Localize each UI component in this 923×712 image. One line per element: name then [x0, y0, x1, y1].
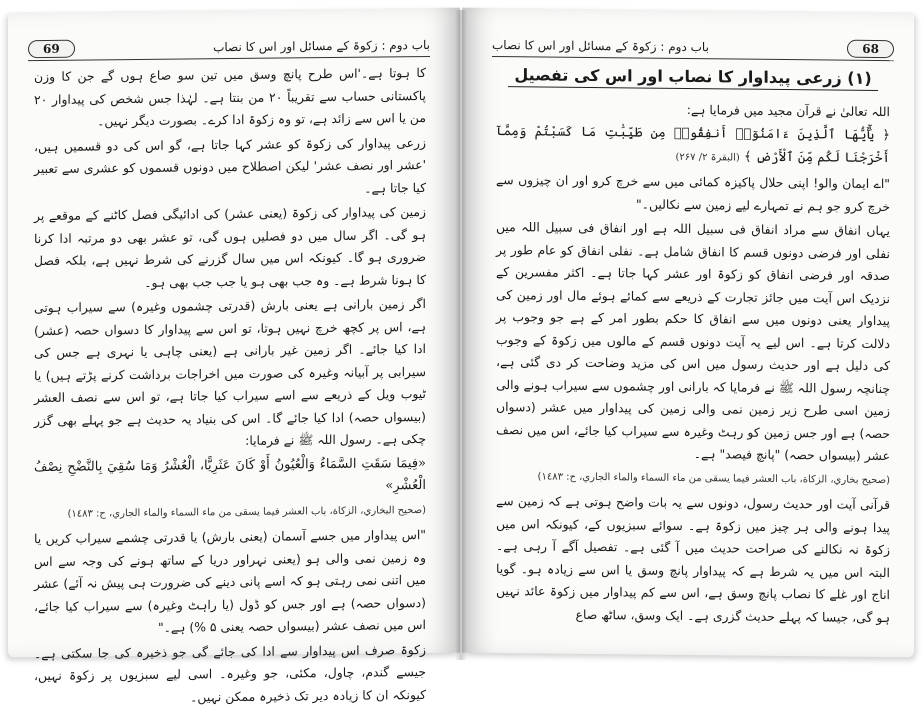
- intro-text: اللہ تعالیٰ نے قرآن مجید میں فرمایا ہے:: [686, 101, 890, 119]
- left-header-title: باب دوم : زکوۃ کے مسائل اور اس کا نصاب: [213, 37, 430, 55]
- hadith-arabic: «فِيمَا سَقَتِ السَّمَاءُ وَالْعُيُونُ أَوْ كَانَ عَثَرِيًّا، الْعُشْرُ وَمَا سُقِيَ بِالنَّضْحِ نِصْفُ الْعُشْرِ»: [34, 455, 426, 494]
- right-page-body: [496, 62, 890, 631]
- paragraph: زمین کی پیداوار کی زکوۃ (یعنی عشر) کی ادائیگی فصل کاٹنے کے موقعے پر ہو گی۔ اگر سال میں دو فصلیں ہوں گی، تو عشر بھی دو مرتبہ ادا کرنا ضروری ہو گا۔ کیونکہ اس میں سال گزرنے کی شرط نہیں ہے، بلکہ فصل کا ہونا شرط ہے۔ وہ جب بھی ہو یا جب جب بھی ہو۔: [34, 203, 427, 290]
- section-title: [496, 64, 890, 91]
- quran-verse-text: ﴿ يَٰٓأَيُّهَا ٱلَّذِينَ ءَامَنُوٓا۟ أَنفِقُوا۟ مِن طَيِّبَٰتِ مَا كَسَبْتُمْ وَمِمَّآ أَخْرَجْنَا لَكُم مِّنَ ٱلْأَرْضِ ﴾: [496, 123, 890, 166]
- paragraph: اگر زمین بارانی ہے یعنی بارش (قدرتی چشموں وغیرہ) سے سیراب ہوتی ہے، اس پر کچھ خرچ نہیں ہوتا، تو اس سے پیداوار کا دسواں حصہ (عشر) ادا کیا جائے۔ اگر زمین غیر بارانی ہے (یعنی چاہی یا نہری ہے جس کی سیرابی پر آبیانہ وغیرہ کی صورت میں اخراجات برداشت کرنے پڑتے ہیں) یا ٹیوب ویل کے ذریعے سے اسے سیراب کیا جاتا ہے، تو اس سے نصف العشر (بیسواں حصہ) ادا کیا جائے گا۔ اس کی بنیاد یہ حدیث ہے جو پہلے بھی گزر چکی ہے۔ رسول اللہ ﷺ نے فرمایا:: [34, 295, 426, 448]
- paragraph: قرآنی آیت اور حدیث رسول، دونوں سے یہ بات واضح ہوتی ہے کہ زمین سے پیدا ہونے والی ہر چیز میں زکوۃ ہے۔ سوائے سبزیوں کے، کیونکہ اس میں زکوۃ نہ نکالنے کی صراحت حدیث میں آ گئی ہے۔ تفصیل آگے آ رہی ہے۔ البتہ اس میں یہ شرط ہے کہ پیداوار پانچ وسق یا اس سے زیادہ ہو۔ گویا اناج اور غلے کا نصاب پانچ وسق ہے، اس سے کم پیداوار میں زکوۃ عائد نہیں ہو گی، جیسا کہ پہلے حدیث گزری ہے۔ ایک وسق، ساٹھ صاع: [496, 492, 890, 625]
- quran-verse: [496, 121, 890, 171]
- paragraph-text: کا ہوتا ہے: [368, 64, 426, 81]
- left-page-body: [34, 62, 426, 712]
- right-page-header: [492, 34, 894, 61]
- paragraph: زکوۃ صرف اس پیداوار سے ادا کی جائے گی جو ذخیرہ کی جا سکتی ہے۔ جیسے گندم، چاول، مکئی، جو وغیرہ۔ اسی لیے سبزیوں پر زکوۃ نہیں، کیونکہ ان کا زیادہ دیر تک ذخیرہ ممکن نہیں۔: [34, 641, 426, 704]
- paragraph: "اے ایمان والو! اپنی حلال پاکیزہ کمائی میں سے خرچ کرو اور ان چیزوں سے خرچ کرو جو ہم نے تمہارے لیے زمین سے نکالیں۔": [496, 171, 890, 214]
- paragraph-text: ۔'اس طرح پانچ وسق میں تین سو صاع ہوں گے جن کا وزن پاکستانی حساب سے تقریباً ۲۰ من بنتا ہے۔ لہٰذا جس شخص کی پیداوار ۲۰ من یا اس سے زائد ہے، تو وہ زکوۃ ادا کرے۔ بصورت دیگر نہیں۔: [34, 65, 426, 129]
- paragraph: [34, 62, 426, 134]
- left-page: [8, 8, 460, 704]
- paragraph: زرعی پیداوار کی زکوۃ کو عشر کہا جاتا ہے، گو اس کی دو قسمیں ہیں، 'عشر اور نصف عشر' لیکن اصطلاح میں دونوں قسموں کو عشری سے تعبیر کیا جاتا ہے۔: [34, 134, 426, 196]
- quran-reference: (البقرۃ ۲/ ۲۶۷): [675, 151, 740, 164]
- right-header-title: باب دوم : زکوۃ کے مسائل اور اس کا نصاب: [492, 37, 709, 55]
- left-page-number: 69: [28, 40, 75, 58]
- open-book: [8, 10, 914, 704]
- paragraph: "اس پیداوار میں جسے آسمان (یعنی بارش) یا قدرتی چشمے سیراب کریں یا وہ زمین نمی والی ہو (یعنی نہراور دریا کے ساتھ ہونے کی وجہ سے اس میں اتنی نمی رہتی ہو کہ اسے پانی دینے کی ضرورت ہی پیش نہ آئے) عشر (دسواں حصہ) ہے اور جس کو ڈول (یا راہٹ وغیرہ) سے سیراب کیا جائے، اس میں نصف عشر (بیسواں حصہ یعنی ۵ %) ہے۔": [34, 526, 426, 635]
- section-title-text: (۱) زرعی پیداوار کا نصاب اور اس کی تفصیل: [508, 65, 877, 91]
- paragraph: یہاں انفاق سے مراد انفاق فی سبیل اللہ ہے اور انفاق فی سبیل اللہ میں نفلی اور فرضی دونوں قسم کا انفاق شامل ہے۔ نفلی انفاق کو عام طور پر صدقہ اور فرضی انفاق کو زکوۃ اور عشر کہا جاتا ہے۔ اکثر مفسرین کے نزدیک اس آیت میں جائز تجارت کے ذریعے سے کمائے ہوئے مال اور زمین کی پیداوار یعنی دونوں میں سے انفاق کا حکم بطور امر کے ہے جو وجوب پر دلالت کرتا ہے۔ اس لیے یہ آیت دونوں قسم کے مالوں میں زکوۃ کے وجوب کی دلیل ہے اور حدیث رسول میں اس کی مزید وضاحت کر دی گئی ہے، چنانچہ رسول اللہ ﷺ نے فرمایا کہ بارانی اور چشموں سے سیراب ہونے والی زمین اسی طرح زیر زمین نمی والی زمین کی پیداوار میں عشر (دسواں حصہ) ہے اور جس زمین کو رہٹ وغیرہ سے سیراب کیا جائے، اس میں نصف عشر (بیسواں حصہ) "پانچ فیصد" ہے۔: [496, 218, 890, 464]
- hadith-reference: (صحيح البخاري، الزكاة، باب العشر فيما يسقى من ماء السماء والماء الجاري، ح: ١٤٨٣): [67, 504, 426, 520]
- left-page-header: [28, 34, 430, 61]
- right-page: [462, 8, 914, 658]
- right-page-number: 68: [847, 40, 894, 58]
- hadith-reference: (صحيح بخاري، الزكاة، باب العشر فيما يسقى من ماء السماء والماء الجاري، ح: ١٤٨٣): [537, 470, 890, 486]
